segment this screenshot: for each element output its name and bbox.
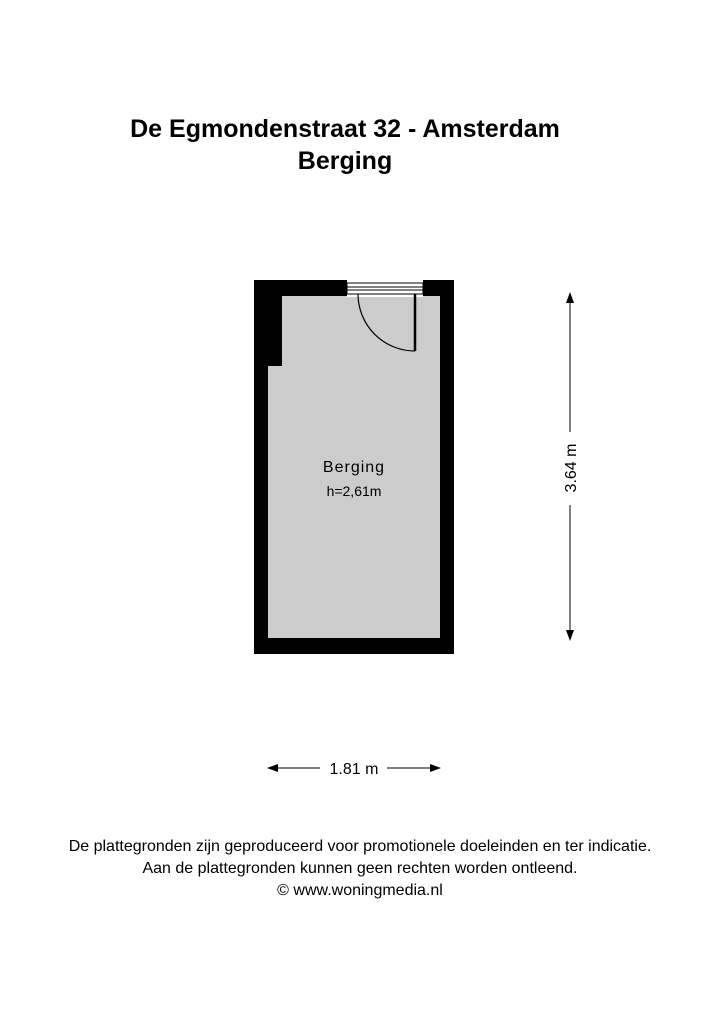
copyright-line: © www.woningmedia.nl bbox=[277, 882, 443, 899]
room-label: Berging bbox=[322, 459, 386, 476]
floor-name: Berging bbox=[297, 147, 393, 175]
arrow-up-icon bbox=[566, 292, 574, 303]
plan-title: De Egmondenstraat 32 - Amsterdam bbox=[130, 115, 560, 143]
depth-dimension-label: 3.64 m bbox=[563, 443, 580, 493]
room-height: h=2,61m bbox=[326, 483, 382, 499]
disclaimer-line-2: Aan de plattegronden kunnen geen rechten worden ontleend. bbox=[142, 860, 578, 877]
arrow-left-icon bbox=[267, 764, 278, 772]
arrow-right-icon bbox=[430, 764, 441, 772]
width-dimension-label: 1.81 m bbox=[329, 761, 379, 778]
disclaimer-line-1: De plattegronden zijn geproduceerd voor promotionele doeleinden en ter indicatie. bbox=[68, 838, 652, 855]
arrow-down-icon bbox=[566, 630, 574, 641]
